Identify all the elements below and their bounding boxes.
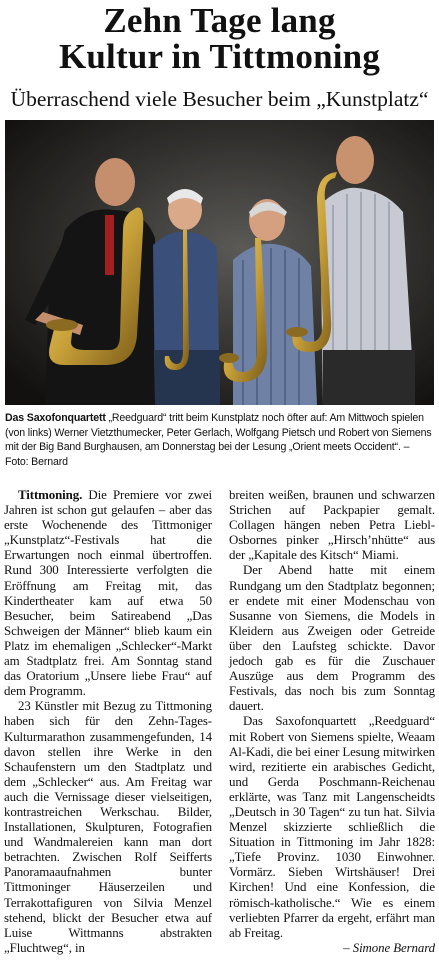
- headline-line-1: Zehn Tage lang: [103, 1, 336, 40]
- paragraph: 23 Künstler mit Bezug zu Tittmoning haben sich für den Zehn-Tages-Kulturmarathon zusammengefunden, 14 davon stellen ihre Werke in den Schaufenstern um den Stadtplatz und dem „Schlecker“ aus. Am Freitag war auch die Vernissage dieser vielseitigen, kontrastreichen Werkschau. Bilder, Installationen, Skulpturen, Fotografien und Wandmalereien kann man dort betrachten. Zwischen Rolf Seifferts Panoramaaufnahmen bunter Tittmoninger Häuserzeilen und Terrakottafiguren von Silvia Menzel stehend, blickt der Besucher etwa auf Luise Wittmanns abstrakten „Fluchtweg“, in: [4, 699, 212, 955]
- article-subheadline: Überraschend viele Besucher beim „Kunstplatz“: [10, 87, 429, 111]
- photo-illustration: [5, 120, 434, 405]
- paragraph: Der Abend hatte mit einem Rundgang um den Stadtplatz begonnen; er endete mit einer Modenschau von Susanne von Siemens, die Models in Kleidern aus Zweigen oder Getreide über den Laufsteg schickte. Davor jedoch gab es für die Zuschauer Auszüge aus dem Programm des Festivals, das noch bis zum Sonntag dauert.: [229, 563, 435, 714]
- caption-bold-lead: Das Saxofonquartett: [5, 412, 106, 424]
- caption-text: „Reedguard“ tritt beim Kunstplatz noch öfter auf: Am Mittwoch spielen (von links) Werner Vietzthumecker, Peter Gerlach, Wolfgang Pietsch und Robert von Siemens mit der Big Band Burghausen, am Donnerstag bei der Lesung „Orient meets Occident“. – Foto: Bernard: [5, 412, 432, 468]
- dateline: Tittmoning.: [18, 488, 83, 502]
- paragraph-text: Die Premiere vor zwei Jahren ist schon gut gelaufen – aber das erste Wochenende des Tittmoniger „Kunstplatz“-Festivals hat die Erwartungen noch einmal übertroffen. Rund 300 Interessierte verfolgten die Eröffnung am Freitag mit, das Kindertheater kam auf etwa 50 Besucher, beim Satireabend „Das Schweigen der Männer“ blieb kaum ein Platz im ehemaligen „Schlecker“-Markt am Stadtplatz frei. Am Sonntag stand das Oratorium „Unsere liebe Frau“ auf dem Programm.: [4, 488, 212, 699]
- article-headline: [0, 3, 439, 75]
- article-photo-saxophone-quartet: [5, 120, 434, 405]
- headline-line-2: Kultur in Tittmoning: [58, 37, 381, 76]
- paragraph: [4, 488, 212, 699]
- author-byline: – Simone Bernard: [343, 940, 435, 955]
- article-column-right: [229, 488, 435, 956]
- article-column-left: [4, 488, 212, 956]
- photo-caption: [5, 411, 435, 469]
- paragraph: breiten weißen, braunen und schwarzen Strichen auf Packpapier gemalt. Collagen hängen neben Petra Liebl-Osbornes pinker „Hirsch’nhütte“ aus der „Kapitale des Kitsch“ Miami.: [229, 488, 435, 563]
- paragraph: Das Saxofonquartett „Reedguard“ mit Robert von Siemens spielte, Weaam Al-Kadi, die bei einer Lesung mitwirken wird, rezitierte ein arabisches Gedicht, und Gerda Poschmann-Reichenau erklärte, was Tanz mit Langenscheidts „Deutsch in 30 Tagen“ zu tun hat. Silvia Menzel skizzierte schließlich die Situation in Tittmoning im Jahr 1828: „Tiefe Provinz. 1030 Einwohner. Vormärz. Sieben Wirtshäuser! Drei Kirchen! Und eine Konfession, die römisch-katholische.“ Wie es einem verliebten Pfarrer da ergeht, erfährt man ab Freitag.: [229, 714, 435, 940]
